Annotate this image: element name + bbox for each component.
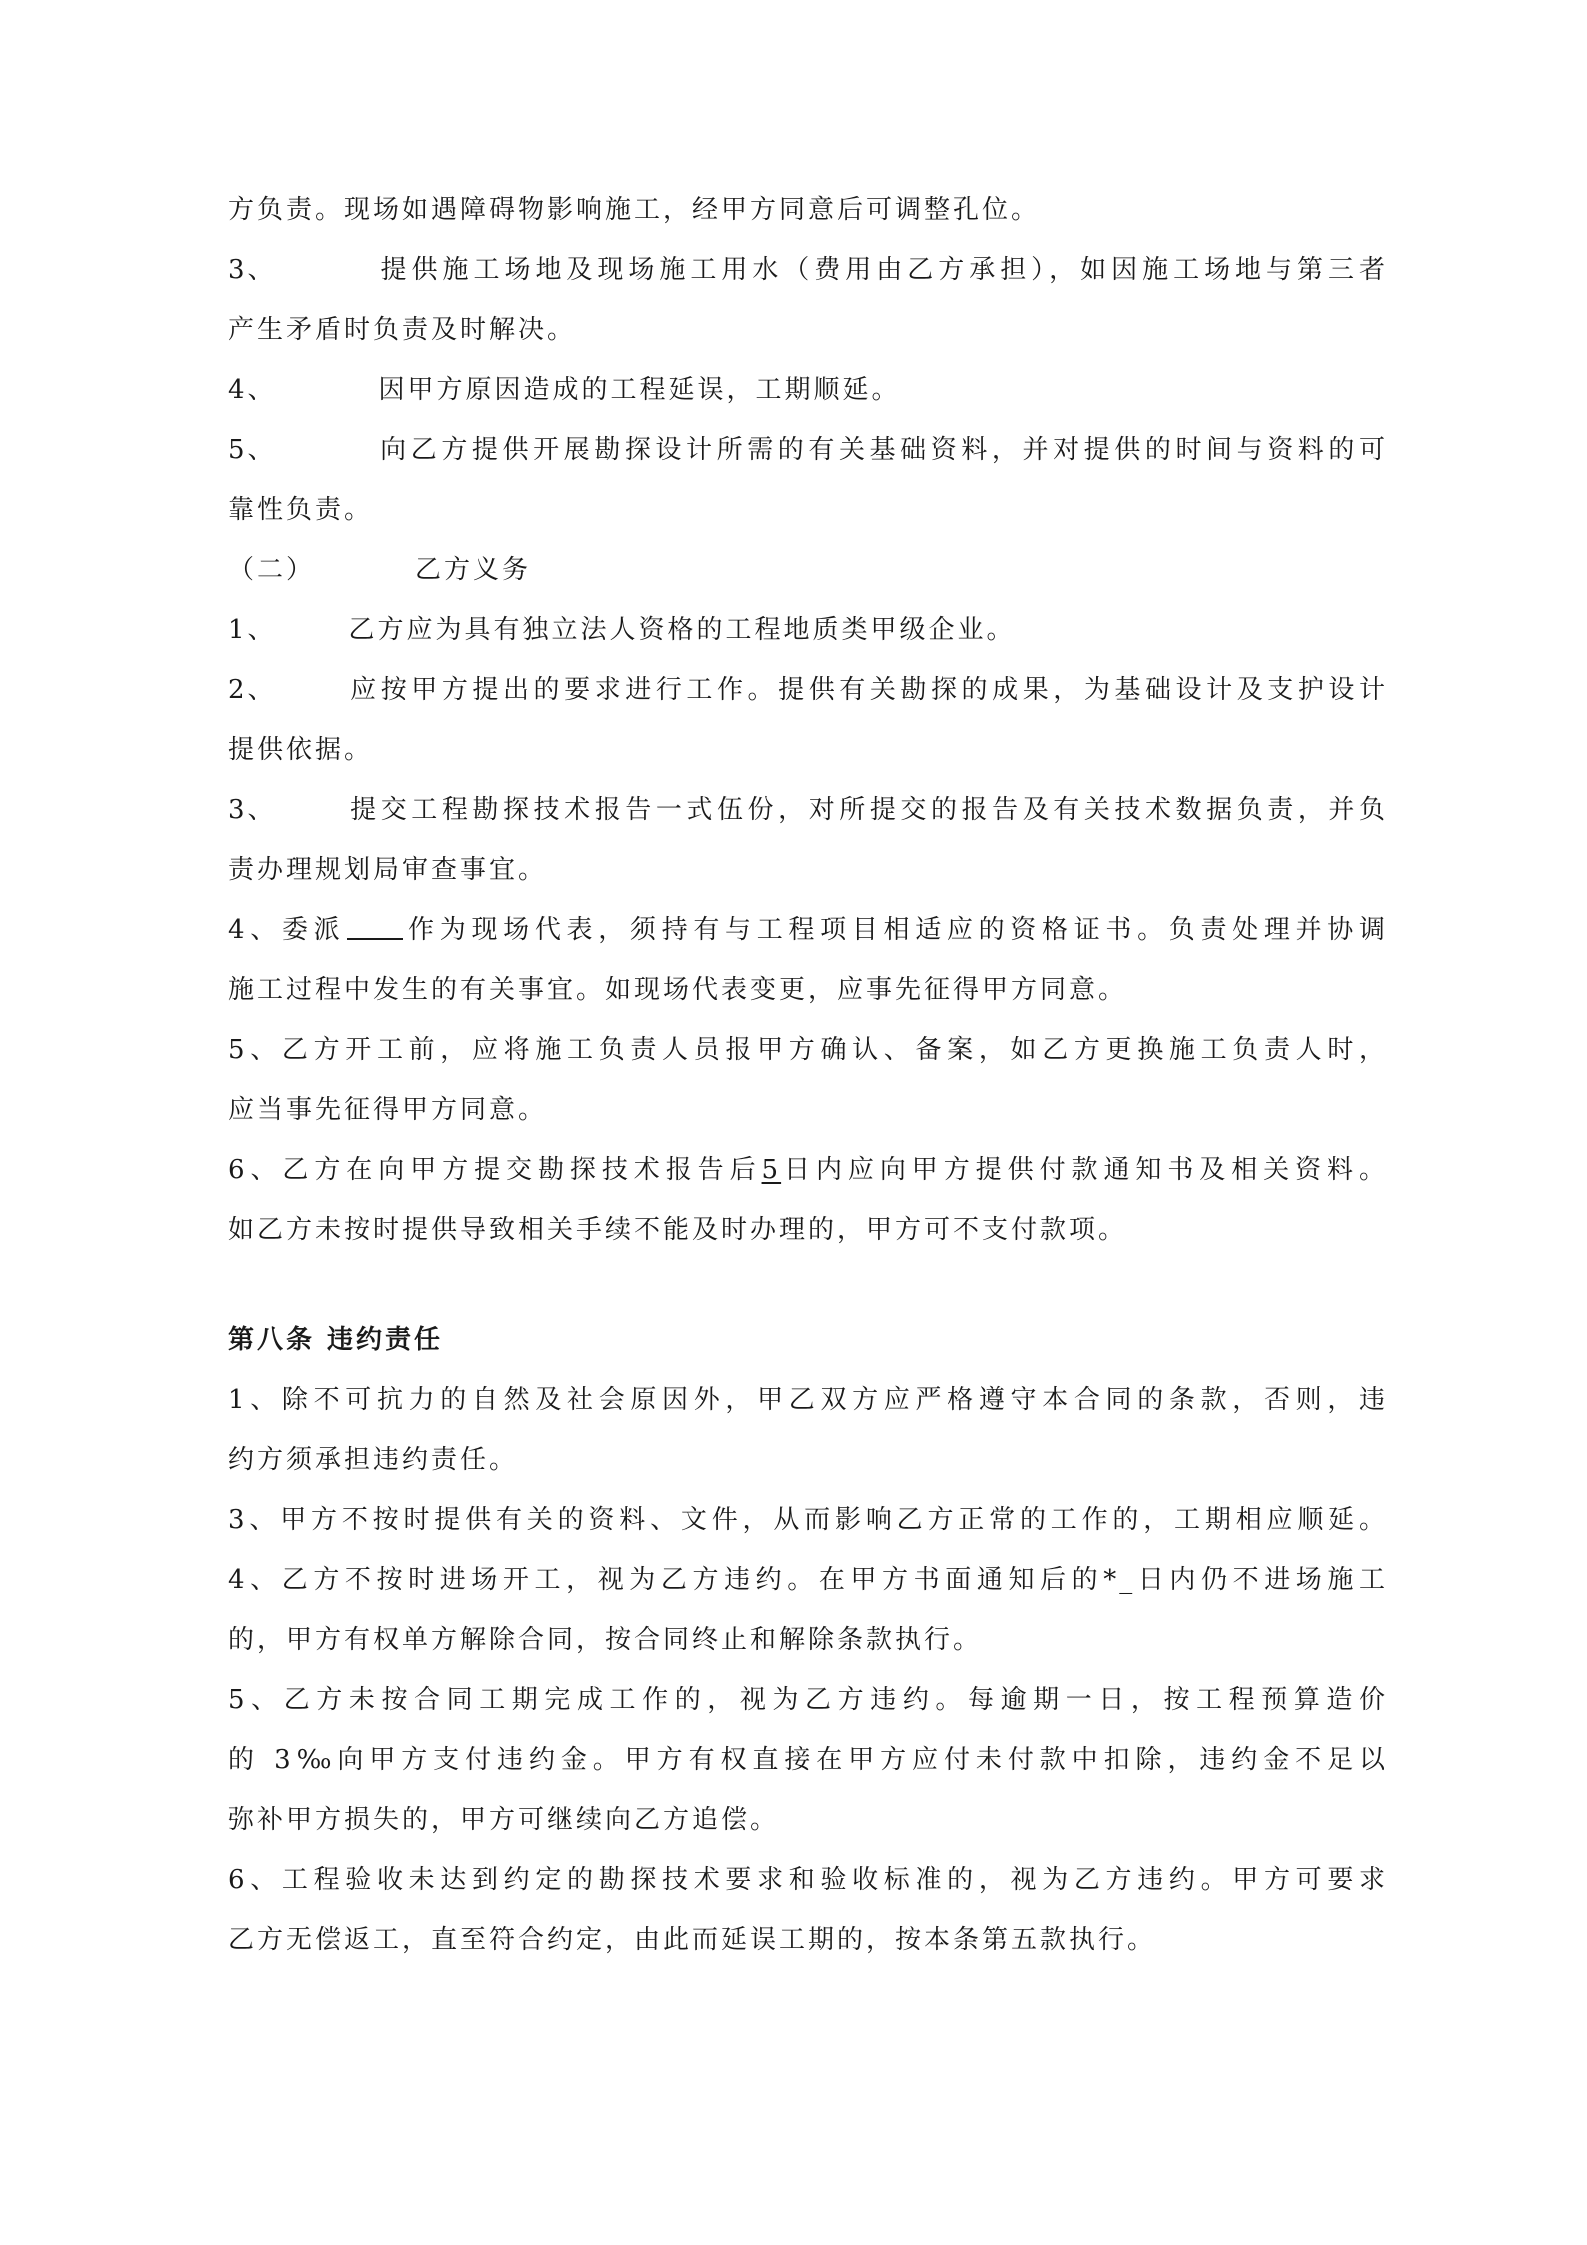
list-item: 3、甲方不按时提供有关的资料、文件，从而影响乙方正常的工作的，工期相应顺延。 xyxy=(228,1505,1388,1535)
article-heading: 第八条 违约责任 xyxy=(228,1325,444,1355)
text-line: 的，甲方有权单方解除合同，按合同终止和解除条款执行。 xyxy=(228,1625,983,1655)
section-subheading: （二） 乙方义务 xyxy=(228,555,532,585)
list-item: 4、委派 作为现场代表，须持有与工程项目相适应的资格证书。负责处理并协调 xyxy=(228,910,1388,950)
list-item: 3、 提供施工场地及现场施工用水（费用由乙方承担），如因施工场地与第三者 xyxy=(228,255,1388,285)
days-value: 5 xyxy=(761,1155,782,1185)
list-item: 5、乙方未按合同工期完成工作的，视为乙方违约。每逾期一日，按工程预算造价 xyxy=(228,1685,1388,1715)
text-line: 责办理规划局审查事宜。 xyxy=(228,855,548,885)
list-item: 4、乙方不按时进场开工，视为乙方违约。在甲方书面通知后的*_日内仍不进场施工 xyxy=(228,1565,1388,1595)
text-line: 应当事先征得甲方同意。 xyxy=(228,1095,548,1125)
text-line: 如乙方未按时提供导致相关手续不能及时办理的，甲方可不支付款项。 xyxy=(228,1215,1128,1245)
text-line: 靠性负责。 xyxy=(228,495,374,525)
text-line: 提供依据。 xyxy=(228,735,374,765)
text-line: 方负责。现场如遇障碍物影响施工，经甲方同意后可调整孔位。 xyxy=(228,195,1041,225)
list-item: 4、 因甲方原因造成的工程延误，工期顺延。 xyxy=(228,375,901,405)
text-line: 产生矛盾时负责及时解决。 xyxy=(228,315,577,345)
list-item: 5、 向乙方提供开展勘探设计所需的有关基础资料，并对提供的时间与资料的可 xyxy=(228,435,1388,465)
text-line: 约方须承担违约责任。 xyxy=(228,1445,519,1475)
list-item: 2、 应按甲方提出的要求进行工作。提供有关勘探的成果，为基础设计及支护设计 xyxy=(228,675,1388,705)
list-item: 1、 乙方应为具有独立法人资格的工程地质类甲级企业。 xyxy=(228,615,1016,645)
text-line: 弥补甲方损失的，甲方可继续向乙方追偿。 xyxy=(228,1805,780,1835)
text-line: 施工过程中发生的有关事宜。如现场代表变更，应事先征得甲方同意。 xyxy=(228,975,1128,1005)
text-line: 的 3‰向甲方支付违约金。甲方有权直接在甲方应付未付款中扣除，违约金不足以 xyxy=(228,1745,1388,1775)
list-item: 3、 提交工程勘探技术报告一式伍份，对所提交的报告及有关技术数据负责，并负 xyxy=(228,795,1388,825)
text-line: 乙方无偿返工，直至符合约定，由此而延误工期的，按本条第五款执行。 xyxy=(228,1925,1157,1955)
list-item: 1、除不可抗力的自然及社会原因外，甲乙双方应严格遵守本合同的条款，否则，违 xyxy=(228,1385,1388,1415)
list-item: 6、工程验收未达到约定的勘探技术要求和验收标准的，视为乙方违约。甲方可要求 xyxy=(228,1865,1388,1895)
list-item: 5、乙方开工前，应将施工负责人员报甲方确认、备案，如乙方更换施工负责人时， xyxy=(228,1035,1388,1065)
list-item: 6、乙方在向甲方提交勘探技术报告后5日内应向甲方提供付款通知书及相关资料。 xyxy=(228,1155,1388,1185)
blank-field xyxy=(347,912,403,940)
